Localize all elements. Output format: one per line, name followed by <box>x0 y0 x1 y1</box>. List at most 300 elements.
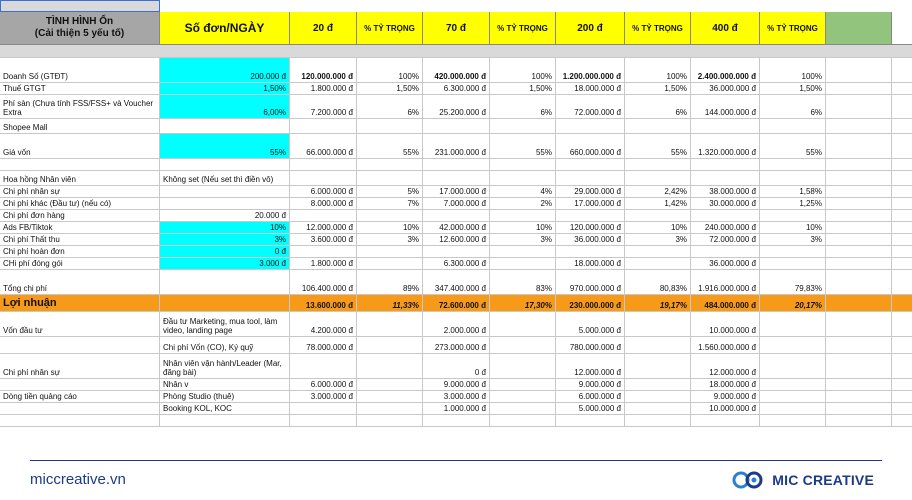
cell-b[interactable] <box>160 210 290 222</box>
cell-h[interactable] <box>625 198 691 210</box>
cell-h[interactable] <box>625 95 691 119</box>
cell-g[interactable] <box>556 186 625 198</box>
cell-f[interactable] <box>490 379 556 391</box>
cell-k[interactable] <box>826 159 892 171</box>
cell-text: 55% <box>269 148 286 157</box>
cell-l[interactable] <box>892 403 912 415</box>
cell-l[interactable] <box>892 391 912 403</box>
cell-a[interactable] <box>0 210 160 222</box>
cell-c[interactable] <box>290 222 357 234</box>
cell-b[interactable] <box>160 186 290 198</box>
header-col-pct-4[interactable] <box>760 12 826 45</box>
cell-i[interactable] <box>691 95 760 119</box>
cell-g[interactable] <box>556 354 625 379</box>
cell-c[interactable] <box>290 295 357 312</box>
cell-k[interactable] <box>826 337 892 354</box>
cell-h[interactable] <box>625 119 691 134</box>
cell-j[interactable] <box>760 58 826 83</box>
cell-c[interactable] <box>290 312 357 337</box>
cell-k[interactable] <box>826 312 892 337</box>
cell-l[interactable] <box>892 58 912 83</box>
cell-k[interactable] <box>826 95 892 119</box>
cell-h[interactable] <box>625 379 691 391</box>
cell-b[interactable] <box>160 270 290 295</box>
cell-b[interactable] <box>160 134 290 159</box>
cell-h[interactable] <box>625 415 691 427</box>
cell-d[interactable] <box>357 234 423 246</box>
cell-j[interactable] <box>760 270 826 295</box>
cell-k[interactable] <box>826 171 892 186</box>
cell-b[interactable] <box>160 415 290 427</box>
cell-l[interactable] <box>892 415 912 427</box>
cell-j[interactable] <box>760 354 826 379</box>
cell-l[interactable] <box>892 379 912 391</box>
cell-i[interactable] <box>691 222 760 234</box>
cell-g[interactable] <box>556 222 625 234</box>
cell-d[interactable] <box>357 95 423 119</box>
cell-h[interactable] <box>625 403 691 415</box>
cell-e[interactable] <box>423 171 490 186</box>
cell-h[interactable] <box>625 234 691 246</box>
cell-c[interactable] <box>290 58 357 83</box>
footer-website[interactable]: miccreative.vn <box>30 471 126 488</box>
cell-d[interactable] <box>357 159 423 171</box>
cell-e[interactable] <box>423 295 490 312</box>
cell-e[interactable] <box>423 134 490 159</box>
cell-h[interactable] <box>625 58 691 83</box>
cell-l[interactable] <box>892 186 912 198</box>
cell-j[interactable] <box>760 379 826 391</box>
cell-g[interactable] <box>556 258 625 270</box>
cell-a[interactable] <box>0 295 160 312</box>
cell-d[interactable] <box>357 210 423 222</box>
cell-c[interactable] <box>290 403 357 415</box>
cell-j[interactable] <box>760 246 826 258</box>
cell-d[interactable] <box>357 295 423 312</box>
cell-i[interactable] <box>691 171 760 186</box>
cell-e[interactable] <box>423 403 490 415</box>
cell-b[interactable] <box>160 58 290 83</box>
cell-d[interactable] <box>357 403 423 415</box>
cell-a[interactable] <box>0 222 160 234</box>
cell-b[interactable] <box>160 234 290 246</box>
cell-f[interactable] <box>490 58 556 83</box>
cell-f[interactable] <box>490 246 556 258</box>
cell-e[interactable] <box>423 83 490 95</box>
cell-b[interactable] <box>160 222 290 234</box>
cell-text: 3.000.000 đ <box>310 392 353 401</box>
cell-e[interactable] <box>423 222 490 234</box>
cell-d[interactable] <box>357 337 423 354</box>
cell-b[interactable] <box>160 337 290 354</box>
cell-h[interactable] <box>625 171 691 186</box>
cell-c[interactable] <box>290 246 357 258</box>
cell-i[interactable] <box>691 379 760 391</box>
cell-g[interactable] <box>556 234 625 246</box>
cell-i[interactable] <box>691 403 760 415</box>
cell-a[interactable] <box>0 415 160 427</box>
cell-f[interactable] <box>490 270 556 295</box>
cell-k[interactable] <box>826 391 892 403</box>
cell-j[interactable] <box>760 186 826 198</box>
cell-k[interactable] <box>826 186 892 198</box>
cell-e[interactable] <box>423 234 490 246</box>
cell-a[interactable] <box>0 354 160 379</box>
cell-text: 100% <box>801 72 822 81</box>
header-title-cell[interactable] <box>0 12 160 45</box>
cell-c[interactable] <box>290 258 357 270</box>
cell-k[interactable] <box>826 119 892 134</box>
cell-d[interactable] <box>357 415 423 427</box>
header-col-400[interactable] <box>691 12 760 45</box>
cell-c[interactable] <box>290 95 357 119</box>
cell-e[interactable] <box>423 258 490 270</box>
cell-k[interactable] <box>826 295 892 312</box>
cell-g[interactable] <box>556 295 625 312</box>
cell-a[interactable] <box>0 134 160 159</box>
cell-d[interactable] <box>357 270 423 295</box>
cell-j[interactable] <box>760 337 826 354</box>
cell-f[interactable] <box>490 159 556 171</box>
cell-h[interactable] <box>625 270 691 295</box>
cell-k[interactable] <box>826 258 892 270</box>
cell-d[interactable] <box>357 258 423 270</box>
cell-l[interactable] <box>892 270 912 295</box>
cell-b[interactable] <box>160 171 290 186</box>
cell-l[interactable] <box>892 95 912 119</box>
cell-d[interactable] <box>357 171 423 186</box>
cell-i[interactable] <box>691 210 760 222</box>
cell-e[interactable] <box>423 246 490 258</box>
cell-a[interactable] <box>0 270 160 295</box>
cell-a[interactable] <box>0 171 160 186</box>
cell-f[interactable] <box>490 337 556 354</box>
cell-f[interactable] <box>490 83 556 95</box>
cell-h[interactable] <box>625 134 691 159</box>
cell-g[interactable] <box>556 391 625 403</box>
cell-g[interactable] <box>556 58 625 83</box>
cell-i[interactable] <box>691 58 760 83</box>
cell-e[interactable] <box>423 312 490 337</box>
cell-k[interactable] <box>826 415 892 427</box>
cell-g[interactable] <box>556 379 625 391</box>
cell-k[interactable] <box>826 270 892 295</box>
cell-d[interactable] <box>357 222 423 234</box>
cell-a[interactable] <box>0 186 160 198</box>
cell-a[interactable] <box>0 403 160 415</box>
cell-f[interactable] <box>490 222 556 234</box>
cell-a[interactable] <box>0 159 160 171</box>
cell-g[interactable] <box>556 95 625 119</box>
cell-e[interactable] <box>423 95 490 119</box>
cell-f[interactable] <box>490 295 556 312</box>
cell-b[interactable] <box>160 119 290 134</box>
cell-a[interactable] <box>0 95 160 119</box>
cell-h[interactable] <box>625 391 691 403</box>
cell-d[interactable] <box>357 379 423 391</box>
cell-e[interactable] <box>423 415 490 427</box>
cell-c[interactable] <box>290 171 357 186</box>
cell-k[interactable] <box>826 222 892 234</box>
cell-c[interactable] <box>290 354 357 379</box>
cell-d[interactable] <box>357 186 423 198</box>
header-col-20[interactable] <box>290 12 357 45</box>
cell-e[interactable] <box>423 337 490 354</box>
cell-i[interactable] <box>691 186 760 198</box>
cell-e[interactable] <box>423 119 490 134</box>
cell-f[interactable] <box>490 119 556 134</box>
cell-f[interactable] <box>490 403 556 415</box>
cell-a[interactable] <box>0 58 160 83</box>
cell-f[interactable] <box>490 95 556 119</box>
cell-f[interactable] <box>490 258 556 270</box>
cell-e[interactable] <box>423 159 490 171</box>
cell-h[interactable] <box>625 295 691 312</box>
cell-i[interactable] <box>691 270 760 295</box>
cell-d[interactable] <box>357 246 423 258</box>
cell-k[interactable] <box>826 134 892 159</box>
cell-i[interactable] <box>691 119 760 134</box>
cell-f[interactable] <box>490 210 556 222</box>
cell-j[interactable] <box>760 295 826 312</box>
cell-g[interactable] <box>556 134 625 159</box>
cell-f[interactable] <box>490 312 556 337</box>
cell-g[interactable] <box>556 198 625 210</box>
cell-i[interactable] <box>691 258 760 270</box>
cell-k[interactable] <box>826 379 892 391</box>
cell-j[interactable] <box>760 171 826 186</box>
cell-d[interactable] <box>357 391 423 403</box>
cell-g[interactable] <box>556 159 625 171</box>
cell-i[interactable] <box>691 234 760 246</box>
cell-j[interactable] <box>760 95 826 119</box>
cell-j[interactable] <box>760 415 826 427</box>
cell-g[interactable] <box>556 83 625 95</box>
cell-j[interactable] <box>760 391 826 403</box>
cell-b[interactable] <box>160 95 290 119</box>
cell-e[interactable] <box>423 210 490 222</box>
cell-l[interactable] <box>892 159 912 171</box>
cell-l[interactable] <box>892 210 912 222</box>
cell-i[interactable] <box>691 246 760 258</box>
cell-c[interactable] <box>290 270 357 295</box>
cell-text: 19,17% <box>659 301 687 310</box>
cell-f[interactable] <box>490 186 556 198</box>
cell-j[interactable] <box>760 134 826 159</box>
cell-g[interactable] <box>556 403 625 415</box>
cell-d[interactable] <box>357 134 423 159</box>
cell-l[interactable] <box>892 354 912 379</box>
cell-d[interactable] <box>357 312 423 337</box>
cell-e[interactable] <box>423 58 490 83</box>
cell-d[interactable] <box>357 58 423 83</box>
cell-a[interactable] <box>0 246 160 258</box>
cell-a[interactable] <box>0 258 160 270</box>
cell-i[interactable] <box>691 83 760 95</box>
cell-a[interactable] <box>0 234 160 246</box>
cell-e[interactable] <box>423 379 490 391</box>
cell-b[interactable] <box>160 312 290 337</box>
cell-f[interactable] <box>490 354 556 379</box>
cell-h[interactable] <box>625 186 691 198</box>
header-orders-cell[interactable] <box>160 12 290 45</box>
cell-l[interactable] <box>892 134 912 159</box>
cell-c[interactable] <box>290 210 357 222</box>
header-col-pct-2[interactable] <box>490 12 556 45</box>
cell-c[interactable] <box>290 198 357 210</box>
header-col-pct-1[interactable] <box>357 12 423 45</box>
cell-k[interactable] <box>826 234 892 246</box>
cell-d[interactable] <box>357 198 423 210</box>
cell-j[interactable] <box>760 159 826 171</box>
cell-d[interactable] <box>357 83 423 95</box>
cell-h[interactable] <box>625 246 691 258</box>
cell-a[interactable] <box>0 83 160 95</box>
cell-text: 3.000.000 đ <box>443 392 486 401</box>
cell-c[interactable] <box>290 337 357 354</box>
cell-l[interactable] <box>892 246 912 258</box>
cell-g[interactable] <box>556 119 625 134</box>
cell-l[interactable] <box>892 234 912 246</box>
cell-j[interactable] <box>760 258 826 270</box>
cell-f[interactable] <box>490 391 556 403</box>
cell-b[interactable] <box>160 403 290 415</box>
cell-f[interactable] <box>490 134 556 159</box>
cell-l[interactable] <box>892 222 912 234</box>
cell-h[interactable] <box>625 337 691 354</box>
cell-g[interactable] <box>556 270 625 295</box>
header-col-200[interactable] <box>556 12 625 45</box>
cell-l[interactable] <box>892 258 912 270</box>
cell-j[interactable] <box>760 83 826 95</box>
cell-i[interactable] <box>691 159 760 171</box>
cell-b[interactable] <box>160 258 290 270</box>
cell-f[interactable] <box>490 198 556 210</box>
cell-i[interactable] <box>691 198 760 210</box>
cell-i[interactable] <box>691 134 760 159</box>
cell-k[interactable] <box>826 58 892 83</box>
cell-c[interactable] <box>290 391 357 403</box>
cell-j[interactable] <box>760 119 826 134</box>
cell-g[interactable] <box>556 337 625 354</box>
cell-g[interactable] <box>556 171 625 186</box>
cell-k[interactable] <box>826 198 892 210</box>
cell-l[interactable] <box>892 198 912 210</box>
cell-k[interactable] <box>826 246 892 258</box>
table-row <box>0 210 912 222</box>
cell-h[interactable] <box>625 312 691 337</box>
cell-g[interactable] <box>556 246 625 258</box>
cell-f[interactable] <box>490 415 556 427</box>
header-col-70[interactable] <box>423 12 490 45</box>
cell-c[interactable] <box>290 119 357 134</box>
cell-e[interactable] <box>423 354 490 379</box>
cell-i[interactable] <box>691 337 760 354</box>
cell-b[interactable] <box>160 198 290 210</box>
cell-text: 3.000 đ <box>259 259 286 268</box>
cell-f[interactable] <box>490 234 556 246</box>
selected-cell[interactable] <box>0 0 160 12</box>
cell-i[interactable] <box>691 295 760 312</box>
cell-k[interactable] <box>826 354 892 379</box>
cell-d[interactable] <box>357 119 423 134</box>
cell-a[interactable] <box>0 119 160 134</box>
cell-a[interactable] <box>0 198 160 210</box>
cell-d[interactable] <box>357 354 423 379</box>
cell-c[interactable] <box>290 415 357 427</box>
cell-g[interactable] <box>556 415 625 427</box>
cell-i[interactable] <box>691 415 760 427</box>
cell-c[interactable] <box>290 234 357 246</box>
cell-i[interactable] <box>691 354 760 379</box>
cell-l[interactable] <box>892 119 912 134</box>
cell-k[interactable] <box>826 403 892 415</box>
cell-c[interactable] <box>290 83 357 95</box>
cell-l[interactable] <box>892 171 912 186</box>
cell-h[interactable] <box>625 258 691 270</box>
cell-e[interactable] <box>423 391 490 403</box>
cell-h[interactable] <box>625 159 691 171</box>
cell-b[interactable] <box>160 246 290 258</box>
cell-b[interactable] <box>160 391 290 403</box>
cell-j[interactable] <box>760 312 826 337</box>
cell-f[interactable] <box>490 171 556 186</box>
cell-b[interactable] <box>160 295 290 312</box>
cell-k[interactable] <box>826 83 892 95</box>
cell-j[interactable] <box>760 210 826 222</box>
cell-l[interactable] <box>892 337 912 354</box>
header-spare-cell[interactable] <box>892 12 912 45</box>
cell-j[interactable] <box>760 403 826 415</box>
cell-a[interactable] <box>0 337 160 354</box>
cell-b[interactable] <box>160 354 290 379</box>
cell-i[interactable] <box>691 391 760 403</box>
cell-h[interactable] <box>625 83 691 95</box>
cell-b[interactable] <box>160 159 290 171</box>
cell-e[interactable] <box>423 186 490 198</box>
cell-l[interactable] <box>892 312 912 337</box>
cell-text: 2,42% <box>664 187 687 196</box>
cell-i[interactable] <box>691 312 760 337</box>
cell-text: 2.000.000 đ <box>443 326 486 335</box>
cell-j[interactable] <box>760 198 826 210</box>
cell-g[interactable] <box>556 312 625 337</box>
cell-l[interactable] <box>892 295 912 312</box>
cell-e[interactable] <box>423 270 490 295</box>
cell-j[interactable] <box>760 222 826 234</box>
cell-c[interactable] <box>290 186 357 198</box>
header-col-pct-3[interactable] <box>625 12 691 45</box>
cell-g[interactable] <box>556 210 625 222</box>
cell-c[interactable] <box>290 159 357 171</box>
cell-h[interactable] <box>625 354 691 379</box>
header-green-cell[interactable] <box>826 12 892 45</box>
cell-c[interactable] <box>290 134 357 159</box>
cell-a[interactable] <box>0 379 160 391</box>
cell-a[interactable] <box>0 391 160 403</box>
header-col-label: 70 đ <box>445 22 466 34</box>
cell-a[interactable] <box>0 312 160 337</box>
cell-b[interactable] <box>160 83 290 95</box>
cell-j[interactable] <box>760 234 826 246</box>
cell-e[interactable] <box>423 198 490 210</box>
cell-b[interactable] <box>160 379 290 391</box>
cell-c[interactable] <box>290 379 357 391</box>
cell-h[interactable] <box>625 210 691 222</box>
cell-l[interactable] <box>892 83 912 95</box>
cell-k[interactable] <box>826 210 892 222</box>
cell-h[interactable] <box>625 222 691 234</box>
